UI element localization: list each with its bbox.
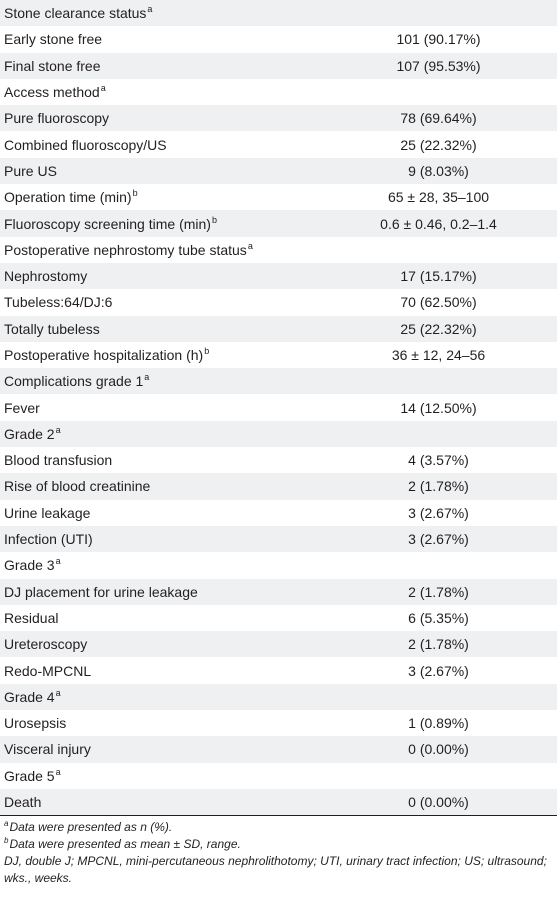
row-label: Ureteroscopy <box>4 636 88 653</box>
table-row <box>0 657 557 683</box>
table-row <box>0 710 557 736</box>
row-label-cell <box>0 763 320 789</box>
row-label-cell <box>0 526 320 552</box>
row-label-cell <box>0 316 320 342</box>
row-label: Fever <box>4 399 40 416</box>
table-footnotes <box>0 816 557 887</box>
row-value: 2 (1.78%) <box>320 631 557 657</box>
row-label: Visceral injury <box>4 741 91 758</box>
row-label: Operation time (min) <box>4 189 132 206</box>
row-label-cell <box>0 473 320 499</box>
footnote-b-text: Data were presented as mean ± SD, range. <box>9 837 241 852</box>
footnote-marker: b <box>204 346 210 356</box>
footnote-a-text: Data were presented as n (%). <box>9 820 173 835</box>
row-value <box>320 763 557 789</box>
row-value: 70 (62.50%) <box>320 289 557 315</box>
row-label-cell <box>0 289 320 315</box>
row-label-cell <box>0 500 320 526</box>
row-label-cell <box>0 342 320 368</box>
row-label: Pure fluoroscopy <box>4 110 110 127</box>
row-value <box>320 552 557 578</box>
row-label: Grade 5 <box>4 767 55 784</box>
row-value: 25 (22.32%) <box>320 316 557 342</box>
table-row <box>0 79 557 105</box>
footnote-marker: a <box>144 372 150 383</box>
table-row <box>0 0 557 26</box>
row-value: 0.6 ± 0.46, 0.2–1.4 <box>320 210 557 236</box>
row-label: Combined fluoroscopy/US <box>4 136 167 153</box>
row-label-cell <box>0 789 320 815</box>
table-row <box>0 53 557 79</box>
row-label-cell <box>0 79 320 105</box>
row-value: 36 ± 12, 24–56 <box>320 342 557 368</box>
table-row <box>0 26 557 52</box>
row-label-cell <box>0 237 320 263</box>
table-row <box>0 473 557 499</box>
row-value: 78 (69.64%) <box>320 105 557 131</box>
row-value: 3 (2.67%) <box>320 526 557 552</box>
row-label-cell <box>0 736 320 762</box>
table-row <box>0 736 557 762</box>
table-row <box>0 579 557 605</box>
row-value: 65 ± 28, 35–100 <box>320 184 557 210</box>
table-row <box>0 789 557 815</box>
footnote-marker: a <box>247 240 253 251</box>
row-value: 25 (22.32%) <box>320 131 557 157</box>
row-label: Residual <box>4 609 59 626</box>
footnote-marker: a <box>147 4 153 15</box>
row-value: 1 (0.89%) <box>320 710 557 736</box>
table-row <box>0 210 557 236</box>
row-label-cell <box>0 394 320 420</box>
row-label: Nephrostomy <box>4 268 88 285</box>
row-label-cell <box>0 131 320 157</box>
row-label-cell <box>0 552 320 578</box>
row-label-cell <box>0 263 320 289</box>
row-label: Grade 3 <box>4 557 55 574</box>
row-label-cell <box>0 605 320 631</box>
footnote-b <box>4 836 553 853</box>
table-row <box>0 631 557 657</box>
row-label: Early stone free <box>4 31 103 48</box>
row-label: Fluoroscopy screening time (min) <box>4 215 211 232</box>
row-value: 0 (0.00%) <box>320 789 557 815</box>
row-value: 14 (12.50%) <box>320 394 557 420</box>
row-label: Complications grade 1 <box>4 373 144 390</box>
row-label: Death <box>4 794 42 811</box>
row-label: Redo-MPCNL <box>4 662 92 679</box>
table-row <box>0 394 557 420</box>
row-label-cell <box>0 579 320 605</box>
row-label: Pure US <box>4 162 57 179</box>
row-label: Stone clearance status <box>4 5 147 22</box>
row-label: Grade 2 <box>4 425 55 442</box>
row-value: 2 (1.78%) <box>320 473 557 499</box>
row-label: Infection (UTI) <box>4 531 93 548</box>
footnote-a-marker: a <box>4 819 9 829</box>
footnote-abbreviations: DJ, double J; MPCNL, mini-percutaneous nephrolithotomy; UTI, urinary tract infection; US; ultrasound; wks., weeks. <box>4 854 547 886</box>
row-label: DJ placement for urine leakage <box>4 583 198 600</box>
table-row <box>0 342 557 368</box>
row-value <box>320 684 557 710</box>
row-value <box>320 79 557 105</box>
row-label-cell <box>0 631 320 657</box>
row-value: 0 (0.00%) <box>320 736 557 762</box>
footnote-marker: b <box>211 214 217 225</box>
row-label-cell <box>0 684 320 710</box>
row-label-cell <box>0 421 320 447</box>
table-row <box>0 763 557 789</box>
row-label: Urosepsis <box>4 715 67 732</box>
row-value <box>320 237 557 263</box>
row-label: Postoperative hospitalization (h) <box>4 347 204 363</box>
row-value <box>320 368 557 394</box>
row-value: 17 (15.17%) <box>320 263 557 289</box>
row-value: 2 (1.78%) <box>320 579 557 605</box>
footnote-marker: a <box>100 83 106 94</box>
row-value: 4 (3.57%) <box>320 447 557 473</box>
table-row <box>0 368 557 394</box>
row-label: Access method <box>4 84 100 101</box>
row-label-cell <box>0 184 320 210</box>
row-label-cell <box>0 657 320 683</box>
row-label-cell <box>0 26 320 52</box>
footnote-marker: a <box>55 424 61 435</box>
row-label-cell <box>0 105 320 131</box>
table-row <box>0 105 557 131</box>
table-row <box>0 184 557 210</box>
row-label-cell <box>0 210 320 236</box>
footnote-a <box>4 819 553 836</box>
table-row <box>0 158 557 184</box>
row-value: 6 (5.35%) <box>320 605 557 631</box>
table-row <box>0 684 557 710</box>
table-row <box>0 131 557 157</box>
table-row <box>0 237 557 263</box>
table-row <box>0 526 557 552</box>
row-value <box>320 421 557 447</box>
row-label-cell <box>0 710 320 736</box>
footnote-marker: a <box>55 687 61 698</box>
table-row <box>0 447 557 473</box>
table-row <box>0 316 557 342</box>
row-label: Urine leakage <box>4 504 91 521</box>
table-row <box>0 605 557 631</box>
footnote-marker: a <box>55 556 61 567</box>
row-label: Totally tubeless <box>4 320 100 337</box>
row-label: Blood transfusion <box>4 452 113 469</box>
row-label: Rise of blood creatinine <box>4 478 151 495</box>
footnote-marker: b <box>132 188 138 199</box>
table-row <box>0 500 557 526</box>
row-value: 3 (2.67%) <box>320 500 557 526</box>
row-label: Final stone free <box>4 57 101 74</box>
row-label: Postoperative nephrostomy tube status <box>4 241 247 258</box>
footnote-marker: a <box>55 766 61 777</box>
table-row <box>0 289 557 315</box>
table-row <box>0 421 557 447</box>
row-value <box>320 0 557 26</box>
row-label-cell <box>0 158 320 184</box>
row-label-cell <box>0 368 320 394</box>
footnote-b-marker: b <box>4 836 9 846</box>
row-value: 9 (8.03%) <box>320 158 557 184</box>
row-label-cell <box>0 447 320 473</box>
table-row <box>0 263 557 289</box>
row-value: 107 (95.53%) <box>320 53 557 79</box>
table-row <box>0 552 557 578</box>
row-value: 3 (2.67%) <box>320 657 557 683</box>
row-label: Tubeless:64/DJ:6 <box>4 294 113 311</box>
row-value: 101 (90.17%) <box>320 26 557 52</box>
row-label-cell <box>0 53 320 79</box>
row-label: Grade 4 <box>4 688 55 705</box>
row-label-cell <box>0 0 320 26</box>
